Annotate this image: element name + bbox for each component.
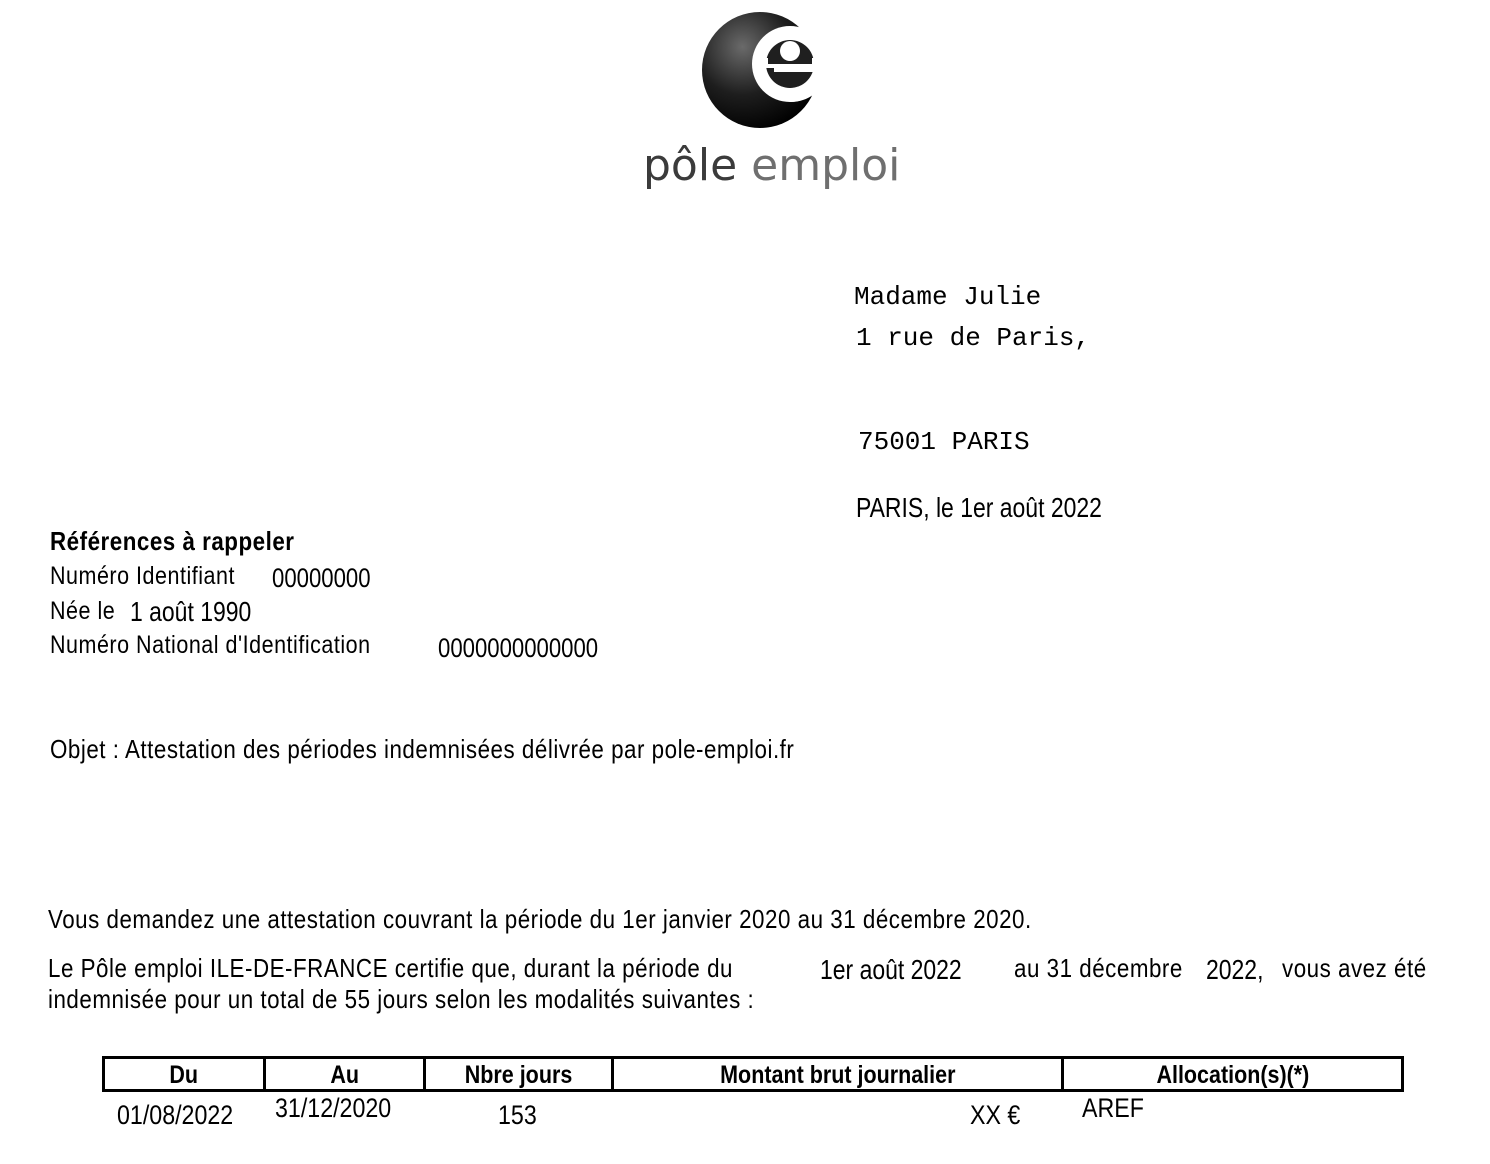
identifier-line bbox=[50, 562, 265, 591]
birth-value: 1 août 1990 bbox=[130, 596, 252, 627]
recipient-name: Madame Julie bbox=[854, 282, 1042, 312]
pole-emploi-wordmark bbox=[643, 140, 900, 191]
subject-line: Objet : Attestation des périodes indemnisées délivrée par pole-emploi.fr bbox=[50, 734, 795, 764]
recipient-street: 1 rue de Paris, bbox=[856, 323, 1091, 353]
body-line-2-part-1: Le Pôle emploi ILE-DE-FRANCE certifie que, durant la période du bbox=[48, 953, 734, 983]
body-line-1: Vous demandez une attestation couvrant la période du 1er janvier 2020 au 31 décembre 2020. bbox=[48, 904, 1032, 934]
birth-label: Née le bbox=[50, 597, 116, 625]
body-date-from: 1er août 2022 bbox=[820, 954, 962, 985]
pole-emploi-logo-mark bbox=[698, 6, 830, 132]
recipient-city: 75001 PARIS bbox=[858, 427, 1030, 457]
cell-allocation: AREF bbox=[1082, 1093, 1144, 1123]
allocation-table-header bbox=[102, 1056, 1404, 1092]
identifier-label: Numéro Identifiant bbox=[50, 562, 235, 590]
header-au: Au bbox=[263, 1059, 423, 1089]
identifier-value: 00000000 bbox=[272, 563, 371, 593]
brand-word-emploi: emploi bbox=[751, 140, 901, 191]
body-year: 2022, bbox=[1206, 954, 1264, 985]
body-line-2-part-2: au 31 décembre bbox=[1014, 953, 1183, 983]
cell-au: 31/12/2020 bbox=[275, 1093, 392, 1123]
header-allocations: Allocation(s)(*) bbox=[1061, 1059, 1401, 1089]
body-line-3: indemnisée pour un total de 55 jours selon les modalités suivantes : bbox=[48, 984, 755, 1014]
brand-word-pole: pôle bbox=[643, 140, 738, 191]
cell-montant: XX € bbox=[970, 1100, 1021, 1130]
cell-du: 01/08/2022 bbox=[117, 1100, 234, 1130]
nni-value: 0000000000000 bbox=[438, 633, 599, 663]
header-montant: Montant brut journalier bbox=[611, 1059, 1061, 1089]
cell-nbre-jours: 153 bbox=[498, 1100, 537, 1130]
references-heading: Références à rappeler bbox=[50, 526, 295, 556]
header-nbre-jours: Nbre jours bbox=[423, 1059, 611, 1089]
place-date: PARIS, le 1er août 2022 bbox=[856, 492, 1102, 523]
body-line-2-part-3: vous avez été bbox=[1282, 953, 1427, 983]
header-du: Du bbox=[169, 1061, 199, 1089]
nni-label: Numéro National d'Identification bbox=[50, 631, 371, 659]
